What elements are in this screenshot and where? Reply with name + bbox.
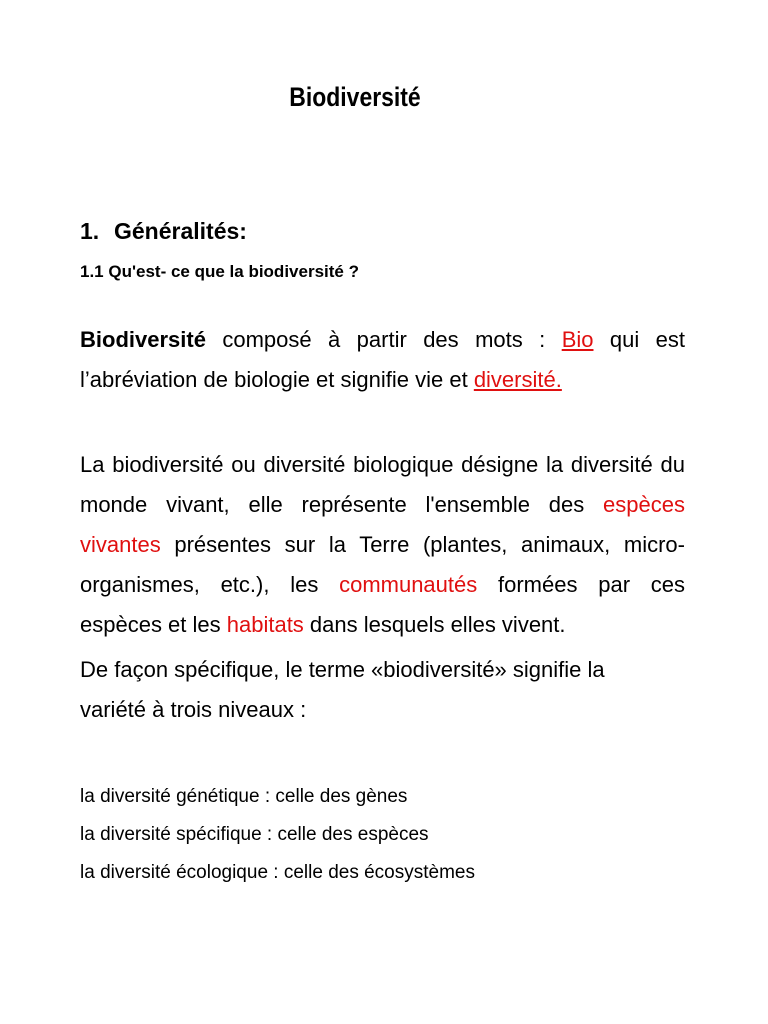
term-bio: Bio [561,327,594,352]
paragraph2-text-b: présentes sur la Terre (plantes, animaux, micro-organismes, etc.), les [80,532,685,597]
levels-intro-paragraph: De façon spécifique, le terme «biodiversité» signifie la variété à trois niveaux : [80,657,605,722]
list-item: la diversité spécifique : celle des espèces [80,824,429,845]
term-communautes: communautés [339,572,478,597]
list-item: la diversité génétique : celle des gènes [80,786,408,807]
section-heading [80,218,247,245]
term-habitats: habitats [226,612,304,637]
term-diversite: diversité. [473,367,562,392]
page-title: Biodiversité [289,82,421,112]
term-biodiversite: Biodiversité [80,327,206,352]
paragraph2-text-d: dans lesquels elles vivent. [303,612,566,637]
description-paragraph [80,445,685,645]
section-label: Généralités: [114,218,247,244]
subsection-heading: 1.1 Qu'est- ce que la biodiversité ? [80,262,359,281]
term-especes-vivantes: espèces vivantes [80,492,685,557]
section-number: 1. [80,218,100,244]
list-item: la diversité écologique : celle des écosystèmes [80,862,475,883]
levels-list [80,778,475,892]
paragraph2-text-c: formées par ces espèces et les [80,572,685,637]
paragraph1-text-a: composé à partir des mots : [205,327,562,352]
paragraph2-text-a: La biodiversité ou diversité biologique désigne la diversité du monde vivant, elle représente l'ensemble des [80,452,685,517]
paragraph1-text-b: qui est l’abréviation de biologie et signifie vie et [80,327,686,392]
definition-paragraph [80,320,685,400]
